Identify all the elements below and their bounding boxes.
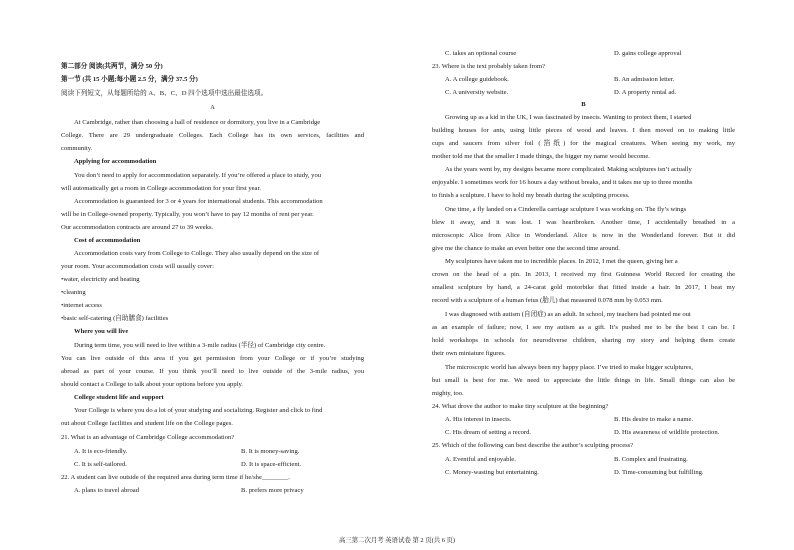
text-line: You can live outside of this area if you get permission from your College or if you’re studying xyxy=(61,355,364,362)
answer-option: B. It is money-saving. xyxy=(241,448,300,455)
text-line: mother told me that the smaller I made things, the bigger my name would become. xyxy=(432,153,650,160)
text-line: •basic self-catering (自助膳食) facilities xyxy=(61,315,169,322)
text-line: abroad as part of your course. If you think you’ll need to live outside of the 3-mile radius, you xyxy=(61,368,364,375)
text-line: Where you will live xyxy=(74,328,129,335)
text-line: 21. What is an advantage of Cambridge College accommodation? xyxy=(61,434,235,441)
text-line: give me the chance to make an even better one the second time around. xyxy=(432,245,620,252)
answer-option: C. His dream of setting a record. xyxy=(445,429,532,436)
answer-option: A. A college guidebook. xyxy=(445,76,509,83)
text-line: 23. Where is the text probably taken from? xyxy=(432,63,546,70)
answer-option: D. Time-consuming but fulfilling. xyxy=(614,469,704,476)
text-line: out about College facilities and student life on the College pages. xyxy=(61,420,233,427)
text-line: One time, a fly landed on a Cinderella carriage sculpture I was working on. The fly’s wings xyxy=(445,206,687,213)
answer-option: A. It is eco-friendly. xyxy=(74,448,128,455)
answer-option: B. prefers more privacy xyxy=(241,487,304,494)
text-line: to finish a sculpture. I have to hold my breath during the sculpting process. xyxy=(432,192,630,199)
text-line: should contact a College to talk about your options before you apply. xyxy=(61,381,243,388)
text-line: blew it away, and it was lost. I was heartbroken. Another time, I accidentally breathed in a xyxy=(432,219,735,226)
answer-option: A. plans to travel abroad xyxy=(74,487,140,494)
text-line: 25. Which of the following can best describe the author’s sculpting process? xyxy=(432,442,634,449)
text-line: will be in College-owned property. Typically, you won’t have to pay 12 months of rent per year. xyxy=(61,211,314,218)
text-line: mighty, too. xyxy=(432,390,464,397)
text-line: smallest sculpture by hand, a 24-carat gold motorbike that fitted inside a hair. In 2017, I beat my xyxy=(432,284,735,291)
text-line: 第二部分 阅读(共两节，满分 50 分) xyxy=(61,63,163,70)
text-line: B xyxy=(581,101,586,108)
text-line: College. There are 29 undergraduate Colleges. Each College has its own services, facilities and xyxy=(61,132,364,139)
answer-option: D. It is space-efficient. xyxy=(241,461,302,468)
text-line: hold workshops in schools for neurodiverse children, sharing my story and helping them create xyxy=(432,337,735,344)
text-line: Applying for accommodation xyxy=(74,158,157,165)
text-line: but small is best for me. We need to appreciate the little things in life. Small things can also be xyxy=(432,377,735,384)
text-line: will automatically get a room in College accommodation for your first year. xyxy=(61,185,261,192)
text-line: During term time, you will need to live within a 3-mile radius (半径) of Cambridge city centre. xyxy=(74,342,326,349)
text-line: microscopic Alice from Alice in Wonderland. Alice is now in the Wonderland forever. But it did xyxy=(432,232,735,239)
text-line: The microscopic world has always been my happy place. I’ve tried to make bigger sculptures, xyxy=(445,364,693,371)
answer-option: D. A property rental ad. xyxy=(614,89,677,96)
text-line: •internet access xyxy=(61,302,102,309)
text-line: enjoyable. I sometimes work for 16 hours a day without breaks, and it takes me up to three months xyxy=(432,179,693,186)
answer-option: B. An admission letter. xyxy=(614,76,675,83)
text-line: College student life and support xyxy=(74,394,164,401)
text-line: cups and saucers from silver foil (箔纸) for the magical creatures. When seeing my work, my xyxy=(432,140,735,147)
text-line: 24. What drove the author to make tiny sculpture at the beginning? xyxy=(432,403,609,410)
text-line: Accommodation is guaranteed for 3 or 4 years for international students. This accommodation xyxy=(74,198,323,205)
text-line: I was diagnosed with autism (自闭症) as an adult. In school, my teachers had pointed me out xyxy=(445,311,691,318)
text-line: 阅读下列短文，从每题所给的 A、B、C、D 四个选项中选出最佳选项。 xyxy=(61,90,268,97)
text-line: As the years went by, my designs became more complicated. Making sculptures isn’t actually xyxy=(445,166,692,173)
answer-option: A. His interest in insects. xyxy=(445,416,512,423)
text-line: At Cambridge, rather than choosing a hall of residence or dormitory, you live in a Cambridge xyxy=(74,119,321,126)
text-line: You don’t need to apply for accommodation separately. If you’re offered a place to study, you xyxy=(74,172,322,179)
answer-option: D. His awareness of wildlife protection. xyxy=(614,429,720,436)
answer-option: C. A university website. xyxy=(445,89,509,96)
page-footer: 高三第二次月考 英语试卷 第 2 页(共 6 页) xyxy=(338,537,456,544)
text-line: 第一节 (共 15 小题;每小题 2.5 分，满分 37.5 分) xyxy=(61,76,198,83)
text-line: Cost of accommodation xyxy=(74,237,141,244)
answer-option: C. Money-wasting but entertaining. xyxy=(445,469,539,476)
text-line: community. xyxy=(61,145,93,152)
text-line: 22. A student can live outside of the required area during term time if he/she________. xyxy=(61,474,290,481)
text-line: Our accommodation contracts are around 27 to 39 weeks. xyxy=(61,224,214,231)
answer-option: D. gains college approval xyxy=(614,50,682,57)
text-line: crown on the head of a pin. In 2013, I received my first Guinness World Record for creating the xyxy=(432,271,735,278)
answer-option: C. It is self-tailored. xyxy=(74,461,127,468)
text-line: My sculptures have taken me to incredible places. In 2012, I met the queen, giving her a xyxy=(445,258,678,265)
text-line: record with a sculpture of a human fetus (胎儿) that measured 0.078 mm by 0.053 mm. xyxy=(432,297,663,304)
text-line: Your College is where you do a lot of your studying and socializing. Register and click to find xyxy=(74,407,323,414)
text-line: building houses for ants, using little pieces of wood and leaves. I then moved on to making little xyxy=(432,127,735,134)
text-line: •cleaning xyxy=(61,289,86,296)
answer-option: B. His desire to make a name. xyxy=(614,416,694,423)
text-line: as an example of failure; now, I see my autism as a gift. It’s pushed me to be the best I can be. I xyxy=(432,324,735,331)
text-line: •water, electricity and heating xyxy=(61,276,140,283)
text-line: their own miniature figures. xyxy=(432,350,506,357)
answer-option: A. Eventful and enjoyable. xyxy=(445,456,516,463)
text-line: your room. Your accommodation costs will usually cover: xyxy=(61,263,214,270)
text-line: Accommodation costs vary from College to College. They also usually depend on the size of xyxy=(74,250,320,257)
answer-option: C. takes an optional course xyxy=(445,50,517,57)
answer-option: B. Complex and frustrating. xyxy=(614,456,688,463)
text-line: A xyxy=(210,104,215,111)
text-line: Growing up as a kid in the UK, I was fascinated by insects. Wanting to protect them, I started xyxy=(445,114,692,121)
